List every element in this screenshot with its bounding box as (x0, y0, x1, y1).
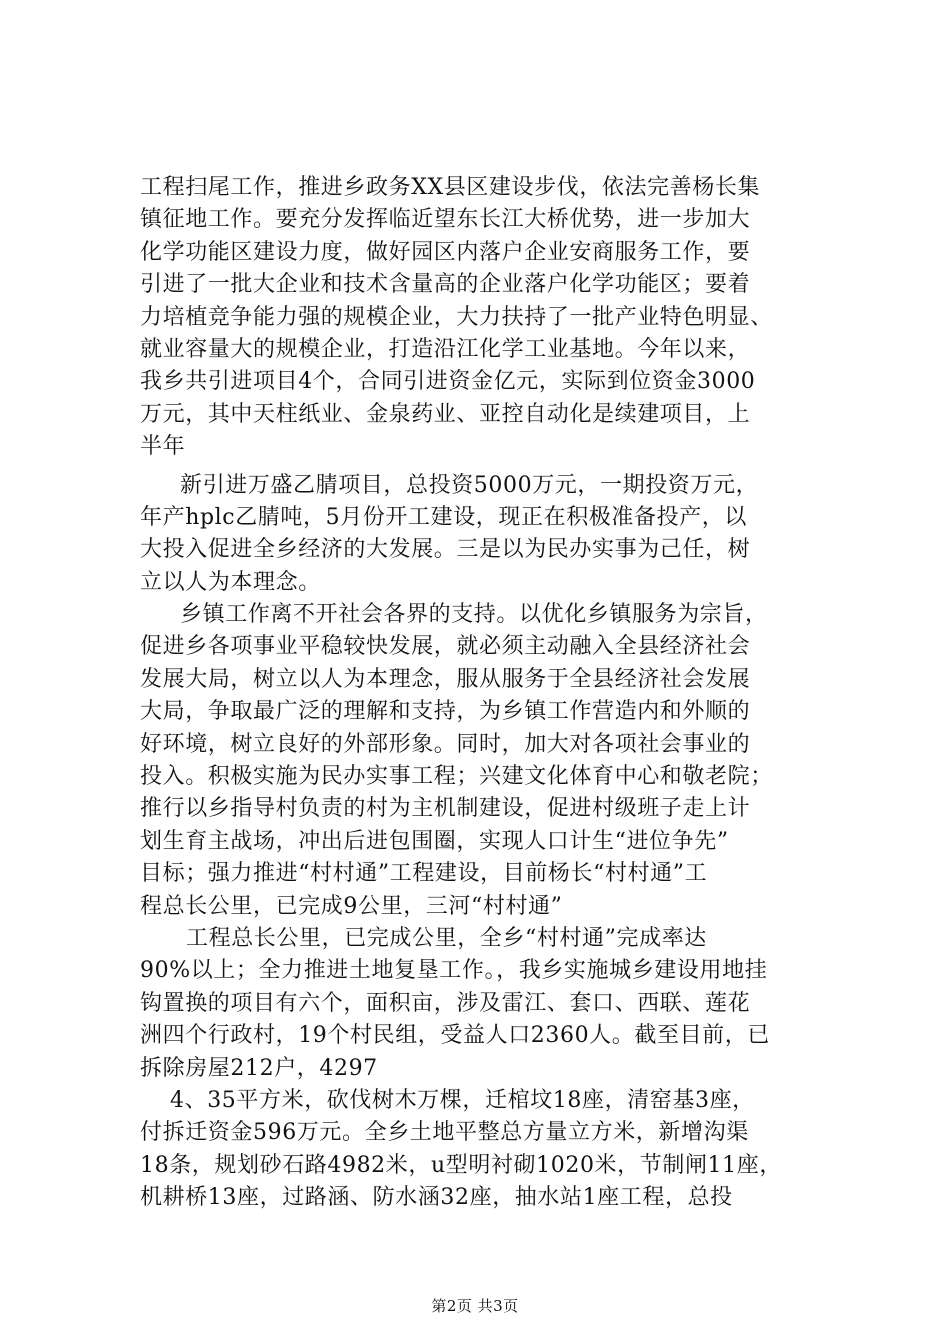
text-line: 力培植竞争能力强的规模企业，大力扶持了一批产业特色明显、 (140, 304, 773, 330)
text-line: 促进乡各项事业平稳较快发展，就必须主动融入全县经济社会 (140, 634, 751, 660)
text-line: 我乡共引进项目4个，合同引进资金亿元，实际到位资金3000 (140, 369, 756, 395)
text-line: 大投入促进全乡经济的大发展。三是以为民办实事为己任，树 (140, 537, 751, 563)
text-line: 镇征地工作。要充分发挥临近望东长江大桥优势，进一步加大 (140, 207, 751, 233)
text-line: 投入。积极实施为民办实事工程；兴建文化体育中心和敬老院； (140, 764, 773, 790)
text-line: 年产hplc乙腈吨，5月份开工建设，现正在积极准备投产，以 (140, 504, 748, 530)
text-line: 就业容量大的规模企业，打造沿江化学工业基地。今年以来， (140, 336, 751, 362)
text-line: 目标；强力推进“村村通”工程建设，目前杨长“村村通”工 (140, 861, 708, 887)
paragraph-start-line: 4、35平方米，砍伐树木万棵，迁棺坟18座，清窑基3座， (170, 1087, 755, 1113)
text-line: 钩置换的项目有六个，面积亩，涉及雷江、套口、西联、莲花 (140, 990, 751, 1016)
document-body (140, 172, 830, 1215)
text-line: 工程扫尾工作，推进乡政务XX县区建设步伐，依法完善杨长集 (140, 175, 761, 200)
text-line: 引进了一批大企业和技术含量高的企业落户化学功能区；要着 (140, 272, 751, 298)
text-line: 大局，争取最广泛的理解和支持，为乡镇工作营造内和外顺的 (140, 699, 751, 725)
text-line: 90%以上；全力推进土地复垦工作。，我乡实施城乡建设用地挂 (140, 958, 768, 984)
text-line: 18条，规划砂石路4982米，u型明衬砌1020米，节制闸11座， (140, 1152, 782, 1178)
text-line: 化学功能区建设力度，做好园区内落户企业安商服务工作，要 (140, 239, 751, 265)
text-line: 发展大局，树立以人为本理念，服从服务于全县经济社会发展 (140, 666, 751, 692)
text-line: 洲四个行政村，19个村民组，受益人口2360人。截至目前，已 (140, 1023, 770, 1049)
text-line: 半年 (140, 434, 186, 460)
text-line: 程总长公里，已完成9公里，三河“村村通” (140, 893, 563, 919)
page-number-footer: 第2页 共3页 (431, 1297, 519, 1315)
text-line: 机耕桥13座，过路涵、防水涵32座，抽水站1座工程，总投 (140, 1185, 733, 1211)
text-line: 万元，其中天柱纸业、金泉药业、亚控自动化是续建项目，上 (140, 401, 751, 427)
text-line: 拆除房屋212户，4297 (140, 1055, 378, 1081)
paragraph-start-line: 工程总长公里，已完成公里，全乡“村村通”完成率达 (186, 925, 707, 951)
text-line: 立以人为本理念。 (140, 569, 321, 595)
text-line: 推行以乡指导村负责的村为主机制建设，促进村级班子走上计 (140, 796, 751, 822)
text-line: 划生育主战场，冲出后进包围圈，实现人口计生“进位争先” (140, 828, 729, 854)
text-line: 付拆迁资金596万元。全乡土地平整总方量立方米，新增沟渠 (140, 1120, 749, 1146)
paragraph-start-line: 乡镇工作离不开社会各界的支持。以优化乡镇服务为宗旨， (180, 602, 768, 628)
paragraph-start-line: 新引进万盛乙腈项目，总投资5000万元，一期投资万元， (180, 472, 759, 498)
text-line: 好环境，树立良好的外部形象。同时，加大对各项社会事业的 (140, 731, 751, 757)
